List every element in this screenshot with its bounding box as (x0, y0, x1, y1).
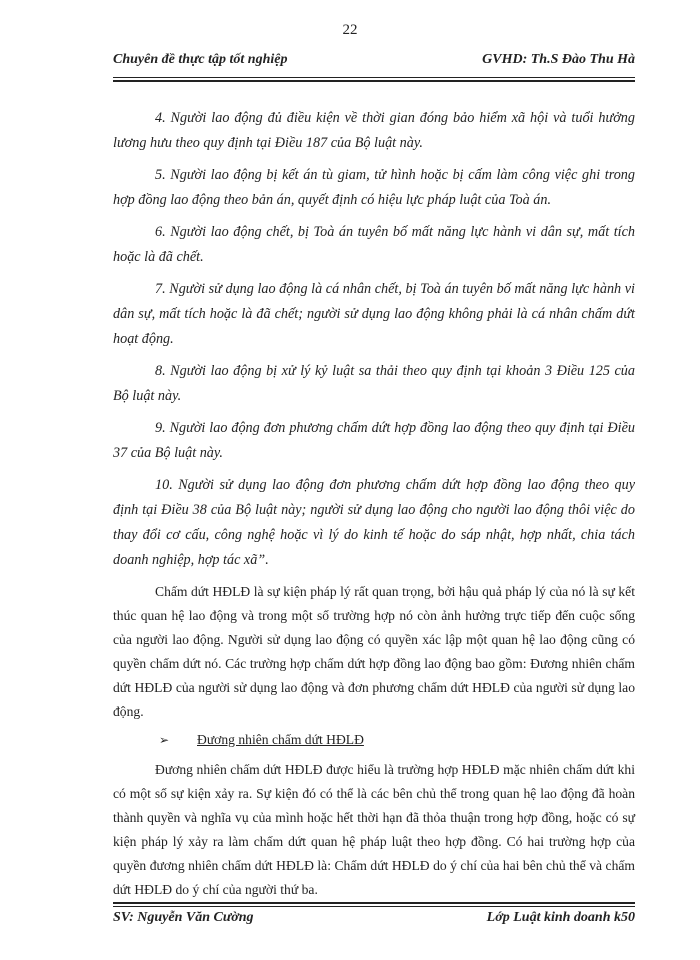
page-number: 22 (342, 22, 358, 38)
list-item-6: 6. Người lao động chết, bị Toà án tuyên bố mất năng lực hành vi dân sự, mất tích hoặc là đã chết. (113, 224, 635, 265)
header-right-text: GVHD: Th.S Đào Thu Hà (482, 52, 635, 67)
body-paragraph: Chấm dứt HĐLĐ là sự kiện pháp lý rất quan trọng, bởi hậu quả pháp lý của nó là sự kết thúc quan hệ lao động và trong một số trường hợp nó còn ảnh hưởng trực tiếp đến cuộc sống của người lao động. Người sử dụng lao động có quyền xác lập một quan hệ lao động cũng có quyền chấm dứt nó. Các trường hợp chấm dứt hợp đồng lao động bao gồm: Đương nhiên chấm dứt HĐLĐ của người sử dụng lao động và đơn phương chấm dứt HĐLĐ của người sử dụng lao động. (113, 584, 635, 719)
header-left-text: Chuyên đề thực tập tốt nghiệp (113, 52, 288, 67)
list-item-9: 9. Người lao động đơn phương chấm dứt hợp đồng lao động theo quy định tại Điều 37 của Bộ luật này. (113, 420, 635, 461)
footer-left-text: SV: Nguyễn Văn Cường (113, 910, 254, 925)
running-header (113, 52, 635, 74)
page-body (113, 106, 635, 902)
list-item-4: 4. Người lao động đủ điều kiện về thời gian đóng bảo hiểm xã hội và tuổi hưởng lương hưu theo quy định tại Điều 187 của Bộ luật này. (113, 110, 635, 151)
footer-right-text: Lớp Luật kinh doanh k50 (486, 910, 635, 925)
list-item-8: 8. Người lao động bị xử lý kỷ luật sa thải theo quy định tại khoản 3 Điều 125 của Bộ luật này. (113, 363, 635, 404)
running-footer (113, 910, 635, 932)
subheading-title: Đương nhiên chấm dứt HĐLĐ (197, 732, 364, 747)
header-rule (113, 77, 635, 82)
list-item-10: 10. Người sử dụng lao động đơn phương chấm dứt hợp đồng lao động theo quy định tại Điều 38 của Bộ luật này; người sử dụng lao động cho người lao động thôi việc do thay đổi cơ cấu, công nghệ hoặc vì lý do kinh tế hoặc do sáp nhật, hợp nhất, chia tách doanh nghiệp, hợp tác xã”. (113, 477, 635, 568)
footer-rule (113, 902, 635, 907)
body-paragraph: Đương nhiên chấm dứt HĐLĐ được hiểu là trường hợp HĐLĐ mặc nhiên chấm dứt khi có một số sự kiện xảy ra. Sự kiện đó có thể là các bên chủ thể trong quan hệ lao động đã hoàn thành quyền và nghĩa vụ của mình hoặc hết thời hạn đã thỏa thuận trong hợp đồng, hoặc có sự kiện pháp lý xảy ra làm chấm dứt quan hệ pháp luật theo hợp đồng. Có hai trường hợp của quyền đương nhiên chấm dứt HĐLĐ là: Chấm dứt HĐLĐ do ý chí của hai bên chủ thể và chấm dứt HĐLĐ do ý chí của người thứ ba. (113, 762, 635, 897)
list-item-7: 7. Người sử dụng lao động là cá nhân chết, bị Toà án tuyên bố mất năng lực hành vi dân sự, mất tích hoặc là đã chết; người sử dụng lao động không phải là cá nhân chấm dứt hoạt động. (113, 281, 635, 347)
list-item-5: 5. Người lao động bị kết án tù giam, tử hình hoặc bị cấm làm công việc ghi trong hợp đồng lao động theo bản án, quyết định có hiệu lực pháp luật của Toà án. (113, 167, 635, 208)
section-subheading (113, 728, 635, 752)
arrow-bullet-icon: ➢ (159, 733, 170, 747)
